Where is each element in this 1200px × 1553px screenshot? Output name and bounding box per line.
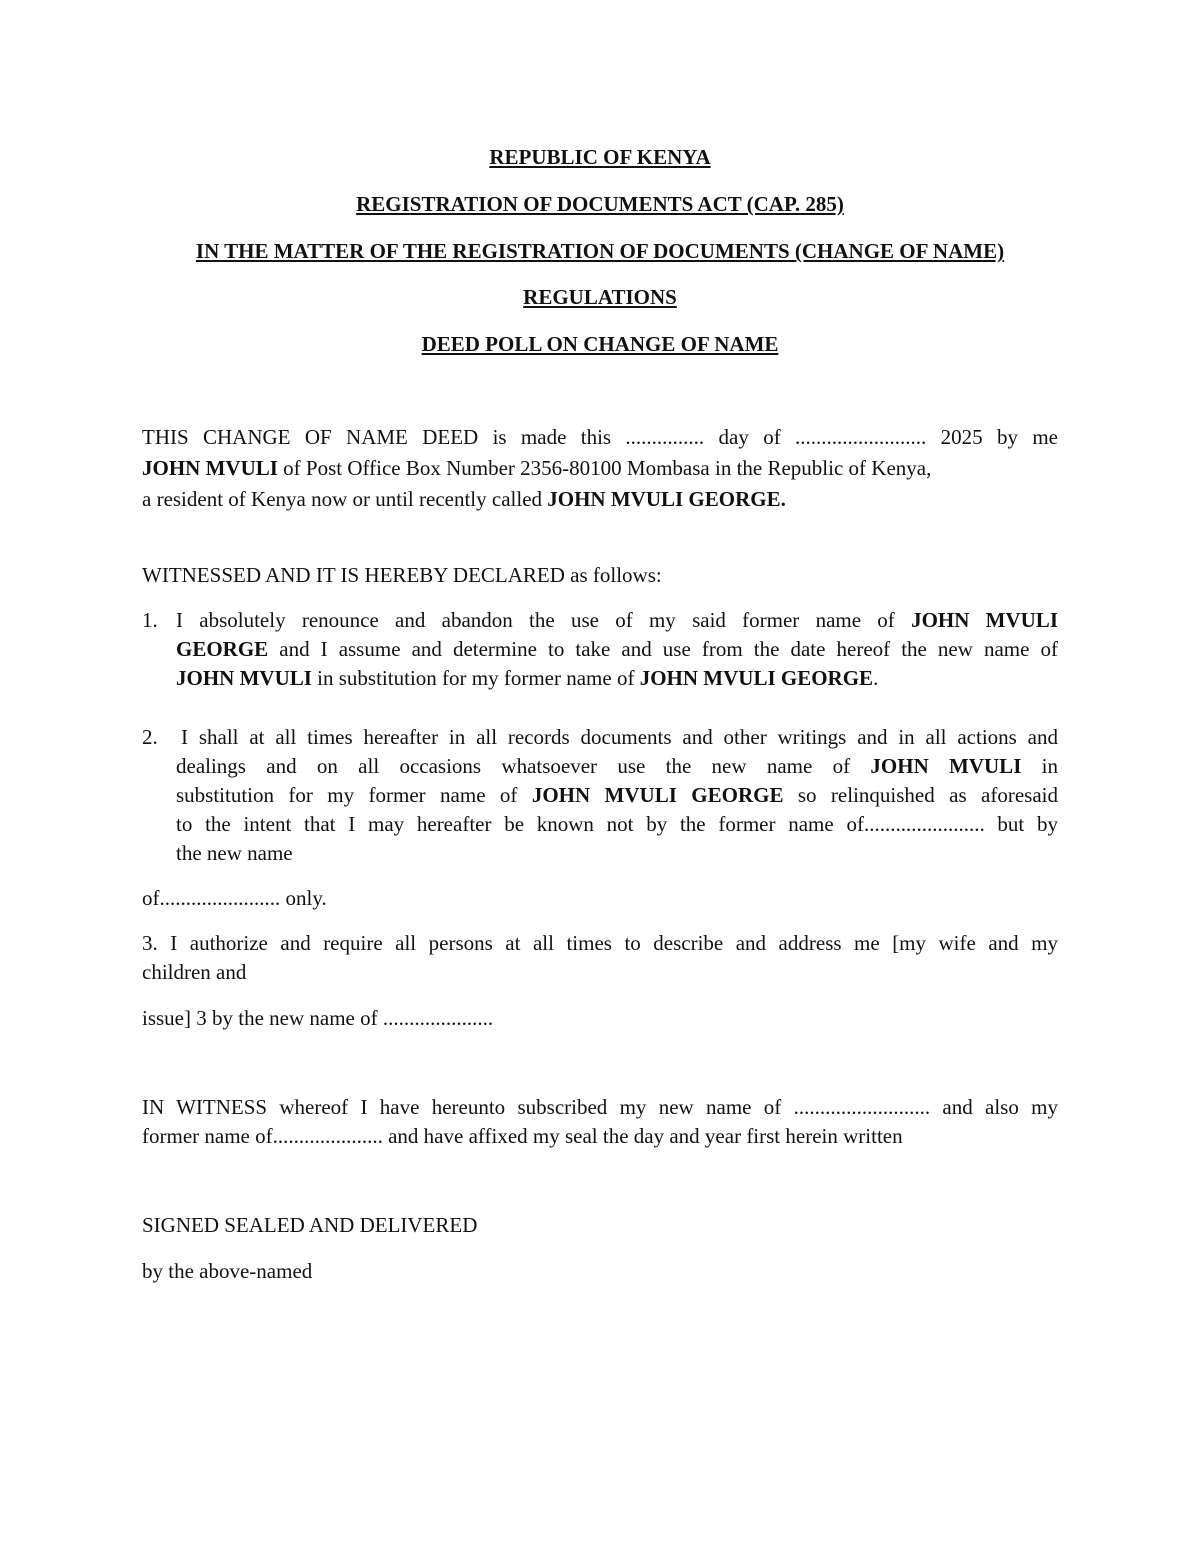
item-1-end: . bbox=[873, 666, 879, 690]
witness-clause-line-2: former name of..................... and have affixed my seal the day and year first herein written bbox=[142, 1124, 903, 1148]
item-2-end-2: in bbox=[1021, 754, 1059, 778]
item-2-text-2: dealings and on all occasions whatsoever use the new name of bbox=[176, 754, 871, 778]
item-1-text-2: and I assume and determine to take and use from the date hereof the new name of bbox=[268, 637, 1058, 661]
item-1-text-1: I absolutely renounce and abandon the use of my said former name of bbox=[176, 608, 912, 632]
item-2-line-3 bbox=[176, 783, 1058, 807]
intro-line-1: THIS CHANGE OF NAME DEED is made this ............... day of ......................... 2025 by me bbox=[142, 425, 1058, 449]
item-1-number: 1. bbox=[142, 608, 158, 632]
item-2-name-3: JOHN MVULI GEORGE bbox=[531, 783, 784, 807]
intro-line-2 bbox=[142, 456, 931, 480]
heading-deed-poll: DEED POLL ON CHANGE OF NAME bbox=[421, 332, 779, 356]
item-3-line-3: issue] 3 by the new name of ..................... bbox=[142, 1006, 494, 1030]
item-1-name-4: JOHN MVULI GEORGE bbox=[639, 666, 874, 690]
item-2-number: 2. bbox=[142, 725, 158, 749]
witness-clause-line-1: IN WITNESS whereof I have hereunto subscribed my new name of .......................... and also my bbox=[142, 1095, 1058, 1119]
heading-act: REGISTRATION OF DOCUMENTS ACT (CAP. 285) bbox=[356, 192, 844, 216]
item-1-line-2 bbox=[176, 637, 1058, 661]
item-2-text-3: substitution for my former name of bbox=[176, 783, 532, 807]
intro-resident: a resident of Kenya now or until recently called bbox=[142, 487, 548, 511]
item-3-line-1: 3. I authorize and require all persons at all times to describe and address me [my wife and my bbox=[142, 931, 1058, 955]
intro-former-name: JOHN MVULI GEORGE. bbox=[547, 487, 786, 511]
item-2-line-4: to the intent that I may hereafter be known not by the former name of....................... but by bbox=[176, 812, 1058, 836]
item-2-line-6: of....................... only. bbox=[142, 886, 327, 910]
item-1-line-3 bbox=[176, 666, 878, 690]
heading-matter: IN THE MATTER OF THE REGISTRATION OF DOCUMENTS (CHANGE OF NAME) bbox=[195, 239, 1005, 263]
witnessed-declaration: WITNESSED AND IT IS HEREBY DECLARED as follows: bbox=[142, 563, 662, 587]
heading-republic: REPUBLIC OF KENYA bbox=[489, 145, 711, 169]
item-3-line-2: children and bbox=[142, 960, 247, 984]
signed-sealed-delivered: SIGNED SEALED AND DELIVERED bbox=[142, 1213, 478, 1237]
item-2-name-2: JOHN MVULI bbox=[870, 754, 1022, 778]
heading-regulations: REGULATIONS bbox=[523, 285, 677, 309]
intro-address: of Post Office Box Number 2356-80100 Mombasa in the Republic of Kenya, bbox=[277, 456, 932, 480]
item-2-end-3: so relinquished as aforesaid bbox=[783, 783, 1058, 807]
by-above-named: by the above-named bbox=[142, 1259, 313, 1283]
item-2-line-1: I shall at all times hereafter in all records documents and other writings and in all actions and bbox=[181, 725, 1058, 749]
item-1-line-1 bbox=[176, 608, 1058, 632]
intro-name: JOHN MVULI bbox=[142, 456, 278, 480]
item-1-name-1: JOHN MVULI bbox=[911, 608, 1058, 632]
item-1-text-3: in substitution for my former name of bbox=[311, 666, 640, 690]
item-1-name-3: JOHN MVULI bbox=[176, 666, 312, 690]
item-2-line-2 bbox=[176, 754, 1058, 778]
intro-line-3 bbox=[142, 487, 786, 511]
item-2-line-5: the new name bbox=[176, 841, 293, 865]
item-1-name-2: GEORGE bbox=[176, 637, 269, 661]
